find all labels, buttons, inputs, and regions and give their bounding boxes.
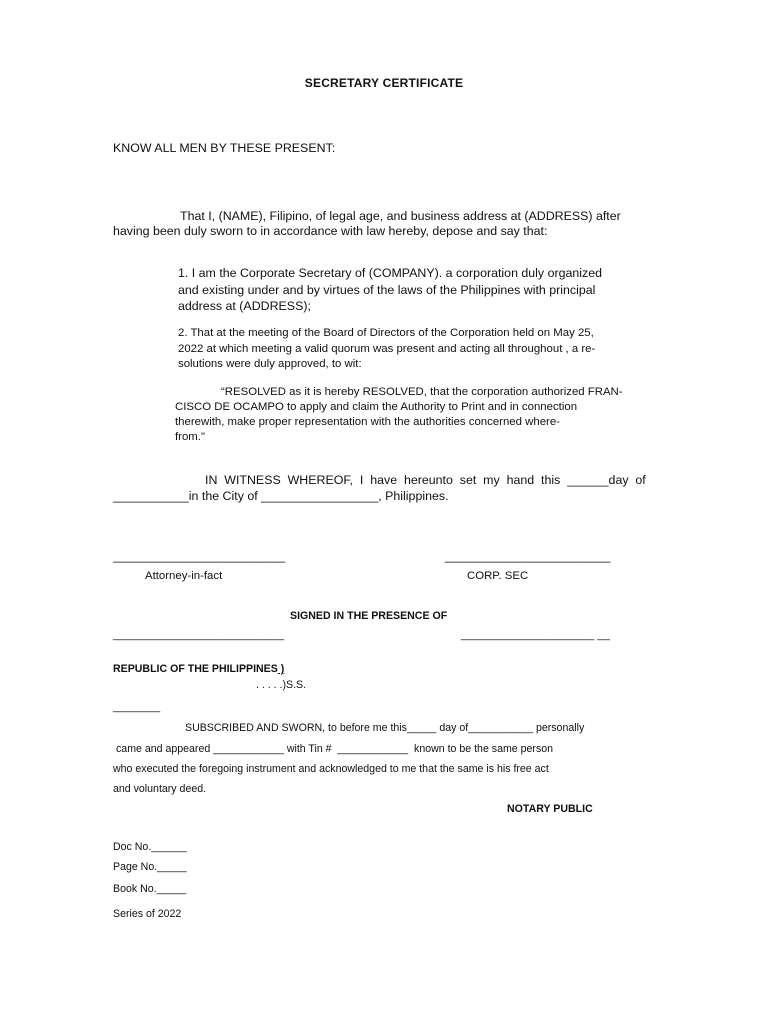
page-no: Page No._____ — [113, 861, 187, 873]
notary-public: NOTARY PUBLIC — [507, 803, 593, 815]
sworn-line-3: who executed the foregoing instrument and acknowledged to me that the same is his free act — [113, 763, 549, 775]
document-title: SECRETARY CERTIFICATE — [304, 76, 464, 90]
resolution-line-2: CISCO DE OCAMPO to apply and claim the Authority to Print and in connection — [175, 401, 578, 413]
resolution-line-4: from." — [175, 431, 205, 443]
intro-line-2: having been duly sworn to in accordance with law hereby, depose and say that: — [113, 224, 548, 238]
item-2-line-3: solutions were duly approved, to wit: — [178, 358, 362, 370]
resolution-line-3: therewith, make proper representation with the authorities concerned where- — [175, 416, 560, 428]
presence-line-right: _____________________ __ — [461, 629, 610, 641]
republic-text: REPUBLIC OF THE PHILIPPINES — [113, 663, 278, 675]
witness-line-2: ___________in the City of _________________, Philippines. — [113, 489, 449, 503]
signature-label-left: Attorney-in-fact — [145, 570, 223, 582]
item-2-line-1: 2. That at the meeting of the Board of Directors of the Corporation held on May 25, — [178, 327, 594, 339]
sworn-line-1: SUBSCRIBED AND SWORN, to before me this_____ day of___________ personally — [185, 722, 585, 734]
republic-paren: ) — [277, 663, 285, 675]
item-2-line-2: 2022 at which meeting a valid quorum was present and acting all throughout , a re- — [178, 343, 596, 355]
intro-line-1: That I, (NAME), Filipino, of legal age, and business address at (ADDRESS) after — [180, 209, 621, 223]
presence-line-left: ___________________________ — [113, 629, 285, 641]
signature-label-right: CORP. SEC — [467, 570, 529, 582]
doc-no: Doc No.______ — [113, 841, 187, 853]
republic-heading — [113, 662, 284, 676]
short-line: ________ — [113, 701, 161, 713]
series: Series of 2022 — [113, 908, 182, 920]
item-1-line-1: 1. I am the Corporate Secretary of (COMPANY). a corporation duly organized — [178, 266, 602, 280]
signature-line-left: _________________________ — [113, 549, 286, 563]
presence-heading: SIGNED IN THE PRESENCE OF — [290, 610, 448, 622]
sworn-line-2: came and appeared ____________ with Tin # ____________ known to be the same person — [116, 743, 554, 755]
item-1-line-3: address at (ADDRESS); — [178, 299, 311, 313]
book-no: Book No._____ — [113, 883, 187, 895]
salutation: KNOW ALL MEN BY THESE PRESENT: — [113, 141, 336, 155]
resolution-line-1: “RESOLVED as it is hereby RESOLVED, that the corporation authorized FRAN- — [221, 386, 623, 398]
signature-line-right: ________________________ — [445, 549, 611, 563]
item-1-line-2: and existing under and by virtues of the laws of the Philippines with principal — [178, 283, 596, 297]
witness-line-1: IN WITNESS WHEREOF, I have hereunto set my hand this ______day of — [205, 473, 646, 487]
sworn-line-4: and voluntary deed. — [113, 783, 207, 795]
ss-marker: . . . . .)S.S. — [256, 679, 307, 691]
